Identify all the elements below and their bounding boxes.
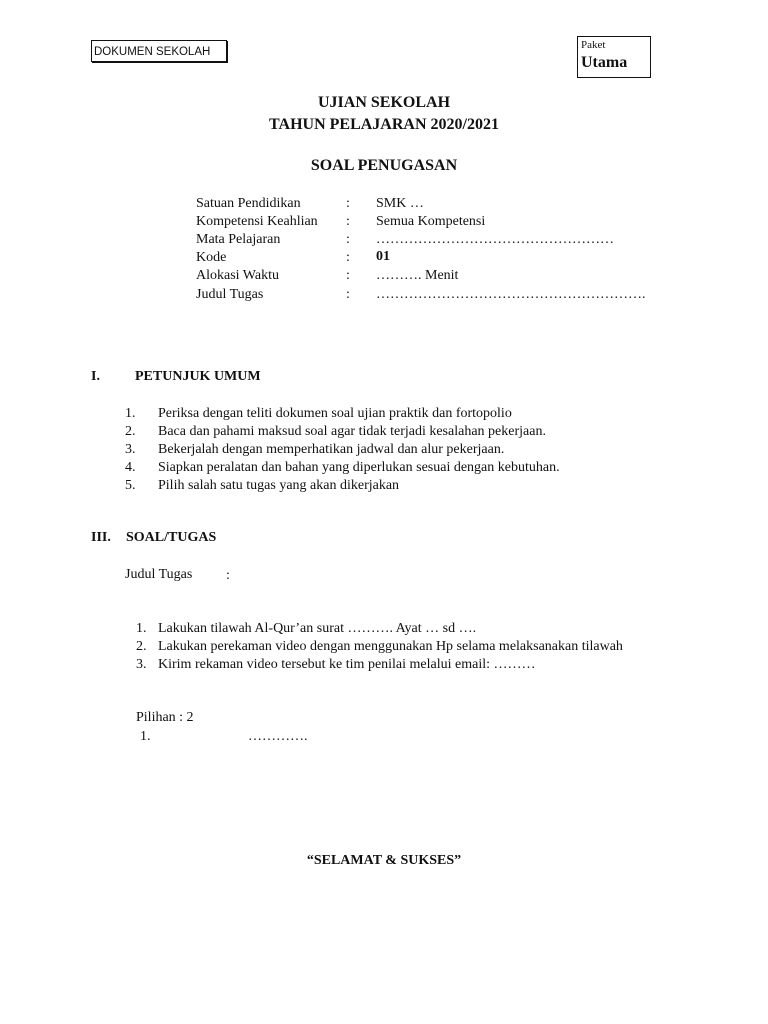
info-colon: : (346, 232, 350, 247)
info-colon: : (346, 196, 350, 211)
list-item-number: 2. (125, 424, 136, 439)
pilihan-item-text: …………. (248, 729, 308, 744)
subtitle: SOAL PENUGASAN (310, 157, 458, 174)
list-item: Bekerjalah dengan memperhatikan jadwal dan alur pekerjaan. (158, 442, 505, 457)
info-colon: : (346, 268, 350, 283)
info-value-kompetensi: Semua Kompetensi (376, 214, 486, 229)
list-item: Lakukan perekaman video dengan menggunakan Hp selama melaksanakan tilawah (158, 639, 623, 654)
section1-title: PETUNJUK UMUM (135, 369, 261, 384)
info-label-mapel: Mata Pelajaran (196, 232, 281, 247)
list-item-number: 1. (136, 621, 147, 636)
info-label-alokasi: Alokasi Waktu (196, 268, 279, 283)
document-label-box (91, 40, 227, 62)
list-item-number: 3. (125, 442, 136, 457)
list-item-number: 4. (125, 460, 136, 475)
paket-box (577, 36, 651, 78)
list-item: Lakukan tilawah Al-Qur’an surat ………. Ayat … sd …. (158, 621, 477, 636)
pilihan-item-number: 1. (140, 729, 151, 744)
info-label-satuan: Satuan Pendidikan (196, 196, 301, 211)
closing-text: “SELAMAT & SUKSES” (306, 853, 462, 868)
paket-value: Utama (581, 54, 628, 71)
paket-label: Paket (581, 39, 606, 51)
info-value-alokasi: ………. Menit (376, 268, 459, 283)
list-item-number: 3. (136, 657, 147, 672)
section3-number: III. (91, 530, 111, 545)
document-label: DOKUMEN SEKOLAH (94, 46, 211, 58)
list-item: Pilih salah satu tugas yang akan dikerjakan (158, 478, 400, 493)
list-item-number: 5. (125, 478, 136, 493)
judul-tugas-colon: : (226, 568, 230, 583)
info-colon: : (346, 287, 350, 302)
list-item: Kirim rekaman video tersebut ke tim penilai melalui email: ……… (158, 657, 536, 672)
list-item-number: 1. (125, 406, 136, 421)
info-value-judul: …………………………………………………. (376, 287, 646, 302)
info-colon: : (346, 250, 350, 265)
info-colon: : (346, 214, 350, 229)
title-line1: UJIAN SEKOLAH (317, 94, 451, 111)
info-value-mapel: …………………………………………… (376, 232, 614, 247)
title-line2: TAHUN PELAJARAN 2020/2021 (269, 116, 499, 133)
pilihan-label: Pilihan : 2 (136, 710, 194, 725)
list-item: Periksa dengan teliti dokumen soal ujian praktik dan fortopolio (158, 406, 512, 421)
info-label-kompetensi: Kompetensi Keahlian (196, 214, 318, 229)
list-item-number: 2. (136, 639, 147, 654)
section1-number: I. (91, 369, 100, 384)
list-item: Baca dan pahami maksud soal agar tidak terjadi kesalahan pekerjaan. (158, 424, 546, 439)
list-item: Siapkan peralatan dan bahan yang diperlukan sesuai dengan kebutuhan. (158, 460, 560, 475)
judul-tugas-label: Judul Tugas (125, 567, 193, 582)
info-value-satuan: SMK … (376, 196, 424, 211)
section3-title: SOAL/TUGAS (126, 530, 217, 545)
info-value-kode: 01 (376, 249, 390, 264)
info-label-kode: Kode (196, 250, 227, 265)
info-label-judul: Judul Tugas (196, 287, 264, 302)
